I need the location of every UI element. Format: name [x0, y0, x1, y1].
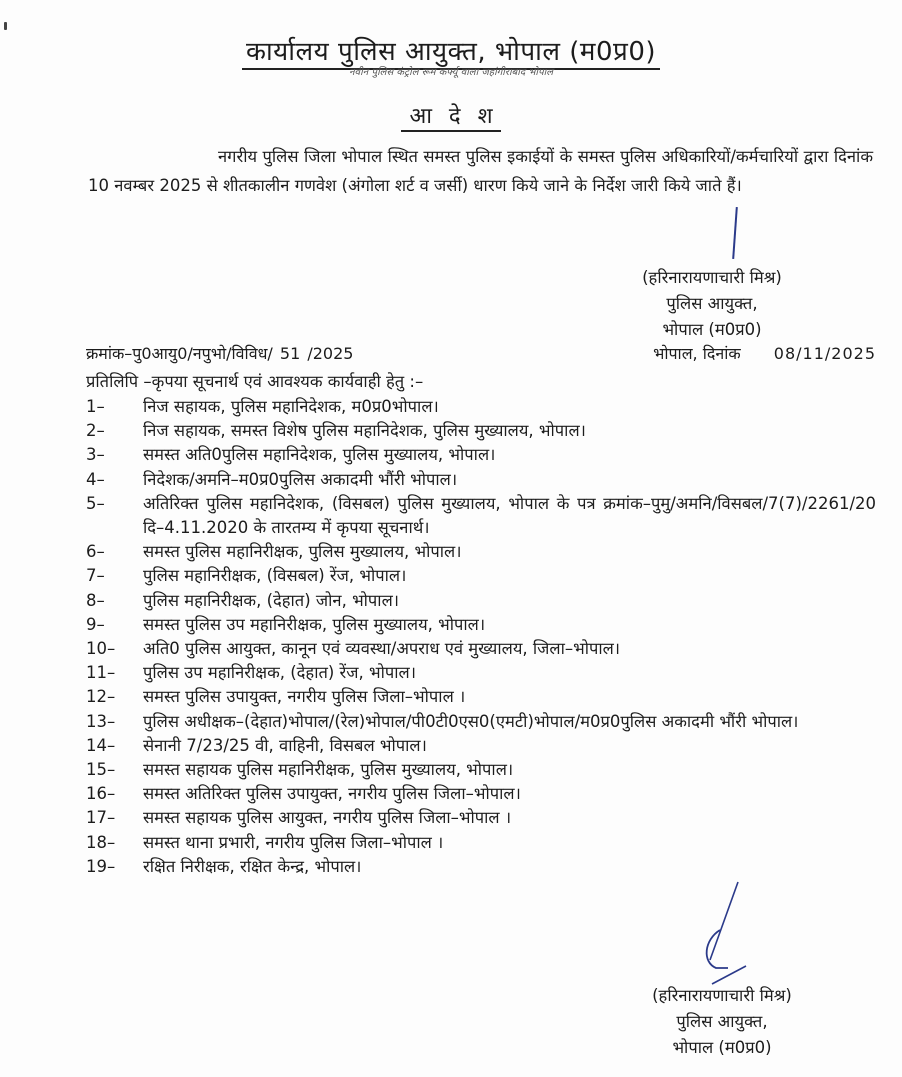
- item-text: समस्त सहायक पुलिस आयुक्त, नगरीय पुलिस जिला–भोपाल ।: [143, 808, 512, 828]
- reference-number: क्रमांक–पु0आयु0/नपुभो/विविध/ 51 /2025: [86, 344, 354, 363]
- item-number: 5–: [86, 493, 105, 513]
- item-text: पुलिस महानिरीक्षक, (विसबल) रेंज, भोपाल।: [143, 566, 407, 586]
- order-heading-text: आ दे श: [401, 104, 500, 132]
- list-item: [86, 613, 876, 637]
- item-text: अति0 पुलिस आयुक्त, कानून एवं व्यवस्था/अपराध एवं मुख्यालय, जिला–भोपाल।: [143, 639, 621, 659]
- list-item: [86, 419, 876, 443]
- place-date-label: भोपाल, दिनांक: [653, 344, 741, 363]
- list-item: [86, 758, 876, 782]
- item-number: 14–: [86, 735, 116, 755]
- order-date: 08/11/2025: [773, 344, 876, 363]
- item-number: 9–: [86, 614, 105, 634]
- list-item: [86, 685, 876, 709]
- item-number: 8–: [86, 590, 105, 610]
- list-item: [86, 564, 876, 588]
- scan-mark: [4, 22, 7, 30]
- item-number: 7–: [86, 566, 105, 586]
- office-address: नवीन पुलिस कंट्रोल रूम कर्फ्यू वाला जहांगीराबाद भोपाल: [348, 67, 554, 78]
- item-text: समस्त पुलिस उपायुक्त, नगरीय पुलिस जिला–भोपाल ।: [143, 687, 466, 707]
- office-title: [0, 32, 902, 68]
- signatory-name: (हरिनारायणाचारी मिश्र): [642, 268, 782, 287]
- item-number: 11–: [86, 663, 116, 683]
- item-text: समस्त थाना प्रभारी, नगरीय पुलिस जिला–भोपाल ।: [143, 832, 444, 852]
- item-text: सेनानी 7/23/25 वी, वाहिनी, विसबल भोपाल।: [143, 735, 427, 755]
- item-text: रक्षित निरीक्षक, रक्षित केन्द्र, भोपाल।: [143, 856, 362, 876]
- signature-block-first: [612, 265, 812, 343]
- order-body: [88, 142, 873, 200]
- item-number: 17–: [86, 808, 116, 828]
- item-number: 4–: [86, 469, 105, 489]
- item-number: 6–: [86, 542, 105, 562]
- item-number: 13–: [86, 711, 116, 731]
- signatory-location: भोपाल (म0प्र0): [662, 320, 762, 339]
- item-text: समस्त पुलिस महानिरीक्षक, पुलिस मुख्यालय, भोपाल।: [143, 542, 462, 562]
- list-item: [86, 637, 876, 661]
- list-item: [86, 855, 876, 879]
- item-number: 1–: [86, 397, 105, 416]
- signatory-location: भोपाल (म0प्र0): [672, 1038, 772, 1057]
- list-item: [86, 782, 876, 806]
- signature-icon: [690, 880, 760, 990]
- item-number: 12–: [86, 687, 116, 707]
- item-text: समस्त सहायक पुलिस महानिरीक्षक, पुलिस मुख्यालय, भोपाल।: [143, 760, 514, 780]
- list-item: [86, 492, 876, 540]
- signature-block-second: [622, 983, 822, 1061]
- copy-recipient-list: [86, 395, 876, 879]
- item-text: पुलिस महानिरीक्षक, (देहात) जोन, भोपाल।: [143, 590, 400, 610]
- signatory-name: (हरिनारायणाचारी मिश्र): [652, 986, 792, 1005]
- order-heading: [0, 100, 902, 130]
- copy-heading: प्रतिलिपि –कृपया सूचनार्थ एवं आवश्यक कार्यवाही हेतु :–: [86, 372, 424, 391]
- item-text: अतिरिक्त पुलिस महानिदेशक, (विसबल) पुलिस मुख्यालय, भोपाल के पत्र क्रमांक–पुमु/अमनि/विसबल/7(7)/2261/20 दि–4.11.2020 के तारतम्य में कृपया सूचनार्थ।: [143, 493, 876, 538]
- item-text: निज सहायक, पुलिस महानिदेशक, म0प्र0भोपाल।: [143, 397, 439, 416]
- item-number: 3–: [86, 445, 105, 465]
- item-text: समस्त पुलिस उप महानिरीक्षक, पुलिस मुख्यालय, भोपाल।: [143, 614, 486, 634]
- item-number: 19–: [86, 856, 116, 876]
- list-item: [86, 468, 876, 492]
- item-number: 10–: [86, 639, 116, 659]
- item-text: समस्त अति0पुलिस महानिदेशक, पुलिस मुख्यालय, भोपाल।: [143, 445, 496, 465]
- item-number: 15–: [86, 760, 116, 780]
- office-title-text: कार्यालय पुलिस आयुक्त, भोपाल (म0प्र0): [242, 37, 660, 70]
- list-item: [86, 806, 876, 830]
- list-item: [86, 661, 876, 685]
- item-number: 16–: [86, 784, 116, 804]
- list-item: [86, 589, 876, 613]
- signature-stroke-icon: [732, 207, 738, 259]
- place-date: [653, 342, 876, 364]
- list-item: [86, 540, 876, 564]
- list-item: [86, 395, 876, 419]
- item-text: पुलिस अधीक्षक–(देहात)भोपाल/(रेल)भोपाल/पी0टी0एस0(एमटी)भोपाल/म0प्र0पुलिस अकादमी भौंरी भोपाल।: [143, 711, 799, 731]
- list-item: [86, 443, 876, 467]
- reference-row: [86, 342, 876, 364]
- item-number: 18–: [86, 832, 116, 852]
- item-text: समस्त अतिरिक्त पुलिस उपायुक्त, नगरीय पुलिस जिला–भोपाल।: [143, 784, 521, 804]
- item-number: 2–: [86, 421, 105, 441]
- list-item: [86, 831, 876, 855]
- item-text: पुलिस उप महानिरीक्षक, (देहात) रेंज, भोपाल।: [143, 663, 416, 683]
- list-item: [86, 710, 876, 734]
- item-text: निज सहायक, समस्त विशेष पुलिस महानिदेशक, पुलिस मुख्यालय, भोपाल।: [143, 421, 586, 441]
- signatory-designation: पुलिस आयुक्त,: [676, 1012, 768, 1031]
- order-body-text: नगरीय पुलिस जिला भोपाल स्थित समस्त पुलिस इकाईयों के समस्त पुलिस अधिकारियों/कर्मचारियों द्वारा दिनांक 10 नवम्बर 2025 से शीतकालीन गणवेश (अंगोला शर्ट व जर्सी) धारण किये जाने के निर्देश जारी किये जाते हैं।: [88, 147, 873, 195]
- signatory-designation: पुलिस आयुक्त,: [666, 294, 758, 313]
- item-text: निदेशक/अमनि–म0प्र0पुलिस अकादमी भौंरी भोपाल।: [143, 469, 458, 489]
- list-item: [86, 734, 876, 758]
